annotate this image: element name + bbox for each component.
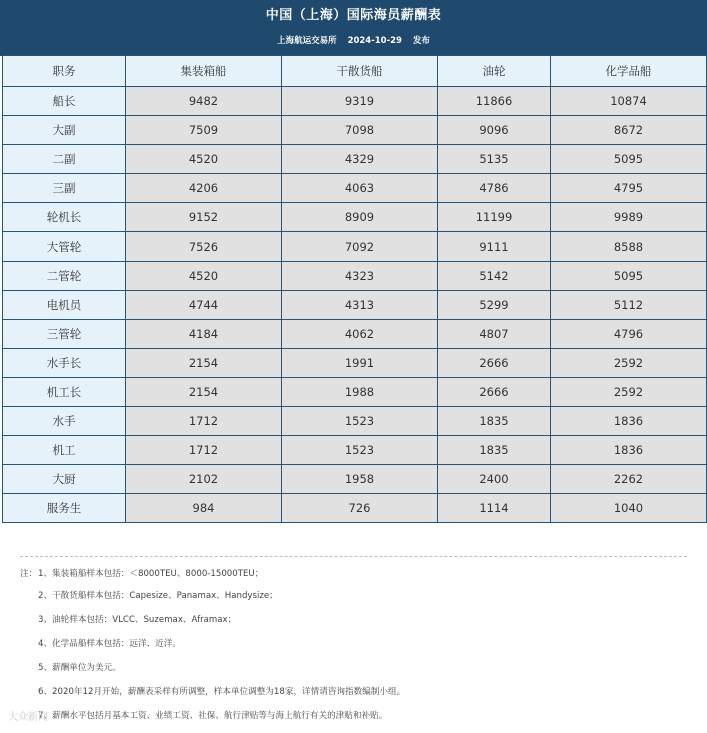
salary-cell: 1040 <box>551 494 707 523</box>
note-item: 6、2020年12月开始，薪酬表采样有所调整，样本单位调整为18家，详情请咨询指数编制小组。 <box>38 687 406 697</box>
table-row <box>3 319 707 348</box>
salary-cell: 1958 <box>282 465 438 494</box>
publisher-name: 上海航运交易所 <box>277 36 337 46</box>
salary-cell: 4786 <box>438 174 551 203</box>
notes-section <box>20 556 687 733</box>
salary-cell: 5299 <box>438 290 551 319</box>
salary-cell: 10874 <box>551 87 707 116</box>
salary-cell: 2666 <box>438 377 551 406</box>
salary-cell: 1836 <box>551 436 707 465</box>
salary-cell: 1523 <box>282 436 438 465</box>
table-header-row <box>3 56 707 87</box>
salary-cell: 1712 <box>126 436 282 465</box>
salary-cell: 5112 <box>551 290 707 319</box>
note-item: 7、薪酬水平包括月基本工资、业绩工资、社保、航行津贴等与海上航行有关的津贴和补贴。 <box>38 711 388 721</box>
column-header-chemical-tanker: 化学品船 <box>551 56 707 87</box>
salary-cell: 9096 <box>438 116 551 145</box>
salary-table <box>2 55 707 523</box>
salary-cell: 4206 <box>126 174 282 203</box>
salary-cell: 8588 <box>551 232 707 261</box>
salary-cell: 1835 <box>438 407 551 436</box>
table-row <box>3 116 707 145</box>
publish-date: 2024-10-29 <box>347 36 402 46</box>
row-role: 大副 <box>3 116 126 145</box>
salary-cell: 7098 <box>282 116 438 145</box>
note-item: 2、干散货船样本包括：Capesize、Panamax、Handysize； <box>38 591 278 601</box>
table-row <box>3 145 707 174</box>
table-row <box>3 203 707 232</box>
salary-cell: 1988 <box>282 377 438 406</box>
salary-cell: 4323 <box>282 261 438 290</box>
table-row <box>3 377 707 406</box>
salary-cell: 7526 <box>126 232 282 261</box>
row-role: 大管轮 <box>3 232 126 261</box>
salary-cell: 4329 <box>282 145 438 174</box>
salary-cell: 2102 <box>126 465 282 494</box>
salary-cell: 7092 <box>282 232 438 261</box>
row-role: 二管轮 <box>3 261 126 290</box>
column-header-tanker: 油轮 <box>438 56 551 87</box>
salary-cell: 1712 <box>126 407 282 436</box>
salary-cell: 1991 <box>282 348 438 377</box>
salary-cell: 726 <box>282 494 438 523</box>
table-row <box>3 232 707 261</box>
salary-cell: 5095 <box>551 145 707 174</box>
column-header-role: 职务 <box>3 56 126 87</box>
table-row <box>3 465 707 494</box>
salary-cell: 2592 <box>551 377 707 406</box>
salary-cell: 1114 <box>438 494 551 523</box>
table-row <box>3 261 707 290</box>
row-role: 机工 <box>3 436 126 465</box>
salary-cell: 2666 <box>438 348 551 377</box>
row-role: 机工长 <box>3 377 126 406</box>
salary-cell: 1835 <box>438 436 551 465</box>
salary-cell: 2262 <box>551 465 707 494</box>
note-item: 1、集装箱船样本包括：＜8000TEU、8000-15000TEU； <box>38 569 264 579</box>
salary-cell: 11199 <box>438 203 551 232</box>
column-header-container-ship: 集装箱船 <box>126 56 282 87</box>
salary-cell: 9482 <box>126 87 282 116</box>
row-role: 水手长 <box>3 348 126 377</box>
notes-prefix: 注： <box>20 569 38 579</box>
salary-cell: 9989 <box>551 203 707 232</box>
salary-cell: 4062 <box>282 319 438 348</box>
row-role: 水手 <box>3 407 126 436</box>
watermark-logo: 大众新闻 <box>8 712 48 723</box>
note-item: 3、油轮样本包括：VLCC、Suzemax、Aframax； <box>38 615 237 625</box>
salary-cell: 4520 <box>126 145 282 174</box>
table-header-banner <box>0 0 707 56</box>
salary-cell: 5095 <box>551 261 707 290</box>
table-row <box>3 407 707 436</box>
table-row <box>3 494 707 523</box>
salary-cell: 984 <box>126 494 282 523</box>
salary-cell: 9111 <box>438 232 551 261</box>
salary-cell: 5142 <box>438 261 551 290</box>
salary-cell: 4744 <box>126 290 282 319</box>
table-row <box>3 348 707 377</box>
salary-cell: 4063 <box>282 174 438 203</box>
salary-cell: 4184 <box>126 319 282 348</box>
salary-cell: 2154 <box>126 348 282 377</box>
salary-cell: 2592 <box>551 348 707 377</box>
row-role: 三副 <box>3 174 126 203</box>
note-item: 4、化学品船样本包括：远洋、近洋。 <box>38 639 181 649</box>
salary-cell: 9152 <box>126 203 282 232</box>
table-row <box>3 174 707 203</box>
publish-label: 发布 <box>412 36 430 46</box>
table-row <box>3 87 707 116</box>
salary-cell: 4796 <box>551 319 707 348</box>
salary-cell: 4795 <box>551 174 707 203</box>
table-title: 中国（上海）国际海员薪酬表 <box>265 8 442 23</box>
salary-cell: 11866 <box>438 87 551 116</box>
salary-cell: 2400 <box>438 465 551 494</box>
row-role: 船长 <box>3 87 126 116</box>
row-role: 二副 <box>3 145 126 174</box>
salary-cell: 5135 <box>438 145 551 174</box>
salary-cell: 4520 <box>126 261 282 290</box>
salary-cell: 4313 <box>282 290 438 319</box>
row-role: 大厨 <box>3 465 126 494</box>
table-row <box>3 290 707 319</box>
row-role: 轮机长 <box>3 203 126 232</box>
column-header-bulk-carrier: 干散货船 <box>282 56 438 87</box>
note-item: 5、薪酬单位为美元。 <box>38 663 121 673</box>
salary-cell: 8909 <box>282 203 438 232</box>
salary-cell: 1523 <box>282 407 438 436</box>
salary-cell: 2154 <box>126 377 282 406</box>
row-role: 服务生 <box>3 494 126 523</box>
publish-info <box>0 34 707 46</box>
salary-cell: 9319 <box>282 87 438 116</box>
salary-cell: 8672 <box>551 116 707 145</box>
row-role: 三管轮 <box>3 319 126 348</box>
table-row <box>3 436 707 465</box>
salary-cell: 7509 <box>126 116 282 145</box>
row-role: 电机员 <box>3 290 126 319</box>
salary-cell: 4807 <box>438 319 551 348</box>
salary-cell: 1836 <box>551 407 707 436</box>
